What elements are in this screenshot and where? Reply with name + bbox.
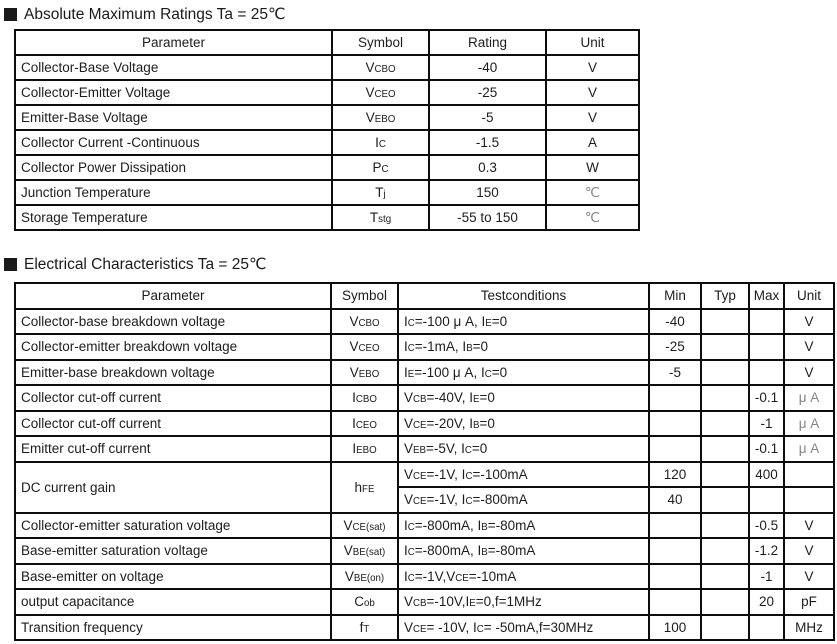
square-bullet-icon xyxy=(4,258,17,271)
conditions-cell: IC=-100 μ A, IE=0 xyxy=(398,309,649,335)
conditions-cell: VCE=-20V, IB=0 xyxy=(398,411,649,437)
parameter-cell: Collector Power Dissipation xyxy=(15,155,332,180)
column-header: Max xyxy=(749,283,784,309)
conditions-cell: IE=-100 μ A, IC=0 xyxy=(398,360,649,386)
rating-cell: 150 xyxy=(429,180,546,205)
typ-cell xyxy=(701,513,749,539)
conditions-cell: IC=-800mA, IB=-80mA xyxy=(398,513,649,539)
unit-cell: MHz xyxy=(784,615,834,641)
table-row xyxy=(15,334,834,360)
unit-cell: ℃ xyxy=(546,180,639,205)
parameter-cell: Collector-Emitter Voltage xyxy=(15,80,332,105)
unit-cell: V xyxy=(546,105,639,130)
symbol-cell: Tstg xyxy=(332,205,429,230)
abs-max-section-title xyxy=(4,5,285,24)
typ-cell xyxy=(701,360,749,386)
min-cell: -25 xyxy=(649,334,701,360)
min-cell xyxy=(649,564,701,590)
rating-cell: 0.3 xyxy=(429,155,546,180)
unit-cell: μ A xyxy=(784,436,834,462)
column-header: Parameter xyxy=(15,30,332,55)
rating-cell: -55 to 150 xyxy=(429,205,546,230)
max-cell: -1 xyxy=(749,564,784,590)
max-cell: -1 xyxy=(749,411,784,437)
parameter-cell: output capacitance xyxy=(15,589,331,615)
table-row xyxy=(15,538,834,564)
min-cell: 100 xyxy=(649,615,701,641)
column-header: Typ xyxy=(701,283,749,309)
parameter-cell: Collector cut-off current xyxy=(15,385,331,411)
min-cell: -5 xyxy=(649,360,701,386)
unit-cell: V xyxy=(784,309,834,335)
min-cell: -40 xyxy=(649,309,701,335)
max-cell xyxy=(749,334,784,360)
unit-cell: V xyxy=(784,564,834,590)
max-cell xyxy=(749,360,784,386)
typ-cell xyxy=(701,436,749,462)
elec-char-section-title xyxy=(4,255,266,274)
parameter-cell: Collector cut-off current xyxy=(15,411,331,437)
symbol-cell: IEBO xyxy=(331,436,398,462)
min-cell xyxy=(649,589,701,615)
symbol-cell: VEBO xyxy=(331,360,398,386)
unit-cell: μ A xyxy=(784,385,834,411)
column-header: Unit xyxy=(546,30,639,55)
typ-cell xyxy=(701,309,749,335)
symbol-cell: VCBO xyxy=(332,55,429,80)
table-header-row xyxy=(15,283,834,309)
rating-cell: -40 xyxy=(429,55,546,80)
parameter-cell: Emitter-base breakdown voltage xyxy=(15,360,331,386)
table-row xyxy=(15,385,834,411)
symbol-cell: VBE(on) xyxy=(331,564,398,590)
square-bullet-icon xyxy=(4,8,17,21)
table-row xyxy=(15,462,834,488)
conditions-cell: VCE= -10V, IC= -50mA,f=30MHz xyxy=(398,615,649,641)
max-cell xyxy=(749,309,784,335)
table-header-row xyxy=(15,30,639,55)
typ-cell xyxy=(701,385,749,411)
abs-max-table xyxy=(14,29,640,231)
parameter-cell: DC current gain xyxy=(15,462,331,513)
abs-max-title-text: Absolute Maximum Ratings Ta = 25℃ xyxy=(24,6,286,23)
parameter-cell: Base-emitter saturation voltage xyxy=(15,538,331,564)
symbol-cell: fT xyxy=(331,615,398,641)
parameter-cell: Junction Temperature xyxy=(15,180,332,205)
min-cell xyxy=(649,538,701,564)
symbol-cell: VCBO xyxy=(331,309,398,335)
table-row xyxy=(15,615,834,641)
column-header: Unit xyxy=(784,283,834,309)
unit-cell: V xyxy=(546,80,639,105)
typ-cell xyxy=(701,487,749,513)
column-header: Symbol xyxy=(332,30,429,55)
elec-char-table xyxy=(14,282,835,641)
parameter-cell: Collector-emitter saturation voltage xyxy=(15,513,331,539)
unit-cell: μ A xyxy=(784,411,834,437)
rating-cell: -5 xyxy=(429,105,546,130)
parameter-cell: Collector Current -Continuous xyxy=(15,130,332,155)
column-header: Parameter xyxy=(15,283,331,309)
table-row xyxy=(15,564,834,590)
min-cell xyxy=(649,436,701,462)
table-row xyxy=(15,105,639,130)
symbol-cell: PC xyxy=(332,155,429,180)
column-header: Testconditions xyxy=(398,283,649,309)
max-cell: -1.2 xyxy=(749,538,784,564)
symbol-cell: Cob xyxy=(331,589,398,615)
unit-cell xyxy=(784,462,834,488)
typ-cell xyxy=(701,615,749,641)
rating-cell: -25 xyxy=(429,80,546,105)
table-row xyxy=(15,589,834,615)
parameter-cell: Collector-Base Voltage xyxy=(15,55,332,80)
parameter-cell: Emitter-Base Voltage xyxy=(15,105,332,130)
table-row xyxy=(15,436,834,462)
unit-cell: W xyxy=(546,155,639,180)
unit-cell: V xyxy=(784,538,834,564)
symbol-cell: IC xyxy=(332,130,429,155)
min-cell: 120 xyxy=(649,462,701,488)
typ-cell xyxy=(701,334,749,360)
max-cell: 400 xyxy=(749,462,784,488)
conditions-cell: IC=-1mA, IB=0 xyxy=(398,334,649,360)
parameter-cell: Transition frequency xyxy=(15,615,331,641)
conditions-cell: VCB=-40V, IE=0 xyxy=(398,385,649,411)
parameter-cell: Storage Temperature xyxy=(15,205,332,230)
table-row xyxy=(15,205,639,230)
max-cell xyxy=(749,487,784,513)
unit-cell: pF xyxy=(784,589,834,615)
typ-cell xyxy=(701,564,749,590)
symbol-cell: VCEO xyxy=(332,80,429,105)
min-cell xyxy=(649,385,701,411)
min-cell: 40 xyxy=(649,487,701,513)
unit-cell: V xyxy=(784,334,834,360)
column-header: Symbol xyxy=(331,283,398,309)
symbol-cell: ICBO xyxy=(331,385,398,411)
conditions-cell: VEB=-5V, IC=0 xyxy=(398,436,649,462)
table-row xyxy=(15,411,834,437)
unit-cell xyxy=(784,487,834,513)
max-cell: -0.1 xyxy=(749,385,784,411)
unit-cell: V xyxy=(784,360,834,386)
parameter-cell: Emitter cut-off current xyxy=(15,436,331,462)
conditions-cell: VCE=-1V, IC=-100mA xyxy=(398,462,649,488)
symbol-cell: VEBO xyxy=(332,105,429,130)
table-row xyxy=(15,130,639,155)
max-cell: 20 xyxy=(749,589,784,615)
table-row xyxy=(15,180,639,205)
symbol-cell: VCEO xyxy=(331,334,398,360)
symbol-cell: ICEO xyxy=(331,411,398,437)
parameter-cell: Collector-base breakdown voltage xyxy=(15,309,331,335)
unit-cell: ℃ xyxy=(546,205,639,230)
typ-cell xyxy=(701,589,749,615)
conditions-cell: IC=-1V,VCE=-10mA xyxy=(398,564,649,590)
min-cell xyxy=(649,411,701,437)
typ-cell xyxy=(701,411,749,437)
symbol-cell: VCE(sat) xyxy=(331,513,398,539)
typ-cell xyxy=(701,538,749,564)
unit-cell: V xyxy=(784,513,834,539)
typ-cell xyxy=(701,462,749,488)
column-header: Min xyxy=(649,283,701,309)
rating-cell: -1.5 xyxy=(429,130,546,155)
max-cell: -0.5 xyxy=(749,513,784,539)
max-cell: -0.1 xyxy=(749,436,784,462)
column-header: Rating xyxy=(429,30,546,55)
symbol-cell: VBE(sat) xyxy=(331,538,398,564)
table-row xyxy=(15,155,639,180)
parameter-cell: Collector-emitter breakdown voltage xyxy=(15,334,331,360)
unit-cell: A xyxy=(546,130,639,155)
table-row xyxy=(15,309,834,335)
symbol-cell: hFE xyxy=(331,462,398,513)
parameter-cell: Base-emitter on voltage xyxy=(15,564,331,590)
unit-cell: V xyxy=(546,55,639,80)
table-row xyxy=(15,513,834,539)
conditions-cell: VCE=-1V, IC=-800mA xyxy=(398,487,649,513)
symbol-cell: Tj xyxy=(332,180,429,205)
elec-char-title-text: Electrical Characteristics Ta = 25℃ xyxy=(24,256,267,273)
table-row xyxy=(15,55,639,80)
max-cell xyxy=(749,615,784,641)
conditions-cell: VCB=-10V,IE=0,f=1MHz xyxy=(398,589,649,615)
conditions-cell: IC=-800mA, IB=-80mA xyxy=(398,538,649,564)
table-row xyxy=(15,360,834,386)
table-row xyxy=(15,80,639,105)
min-cell xyxy=(649,513,701,539)
